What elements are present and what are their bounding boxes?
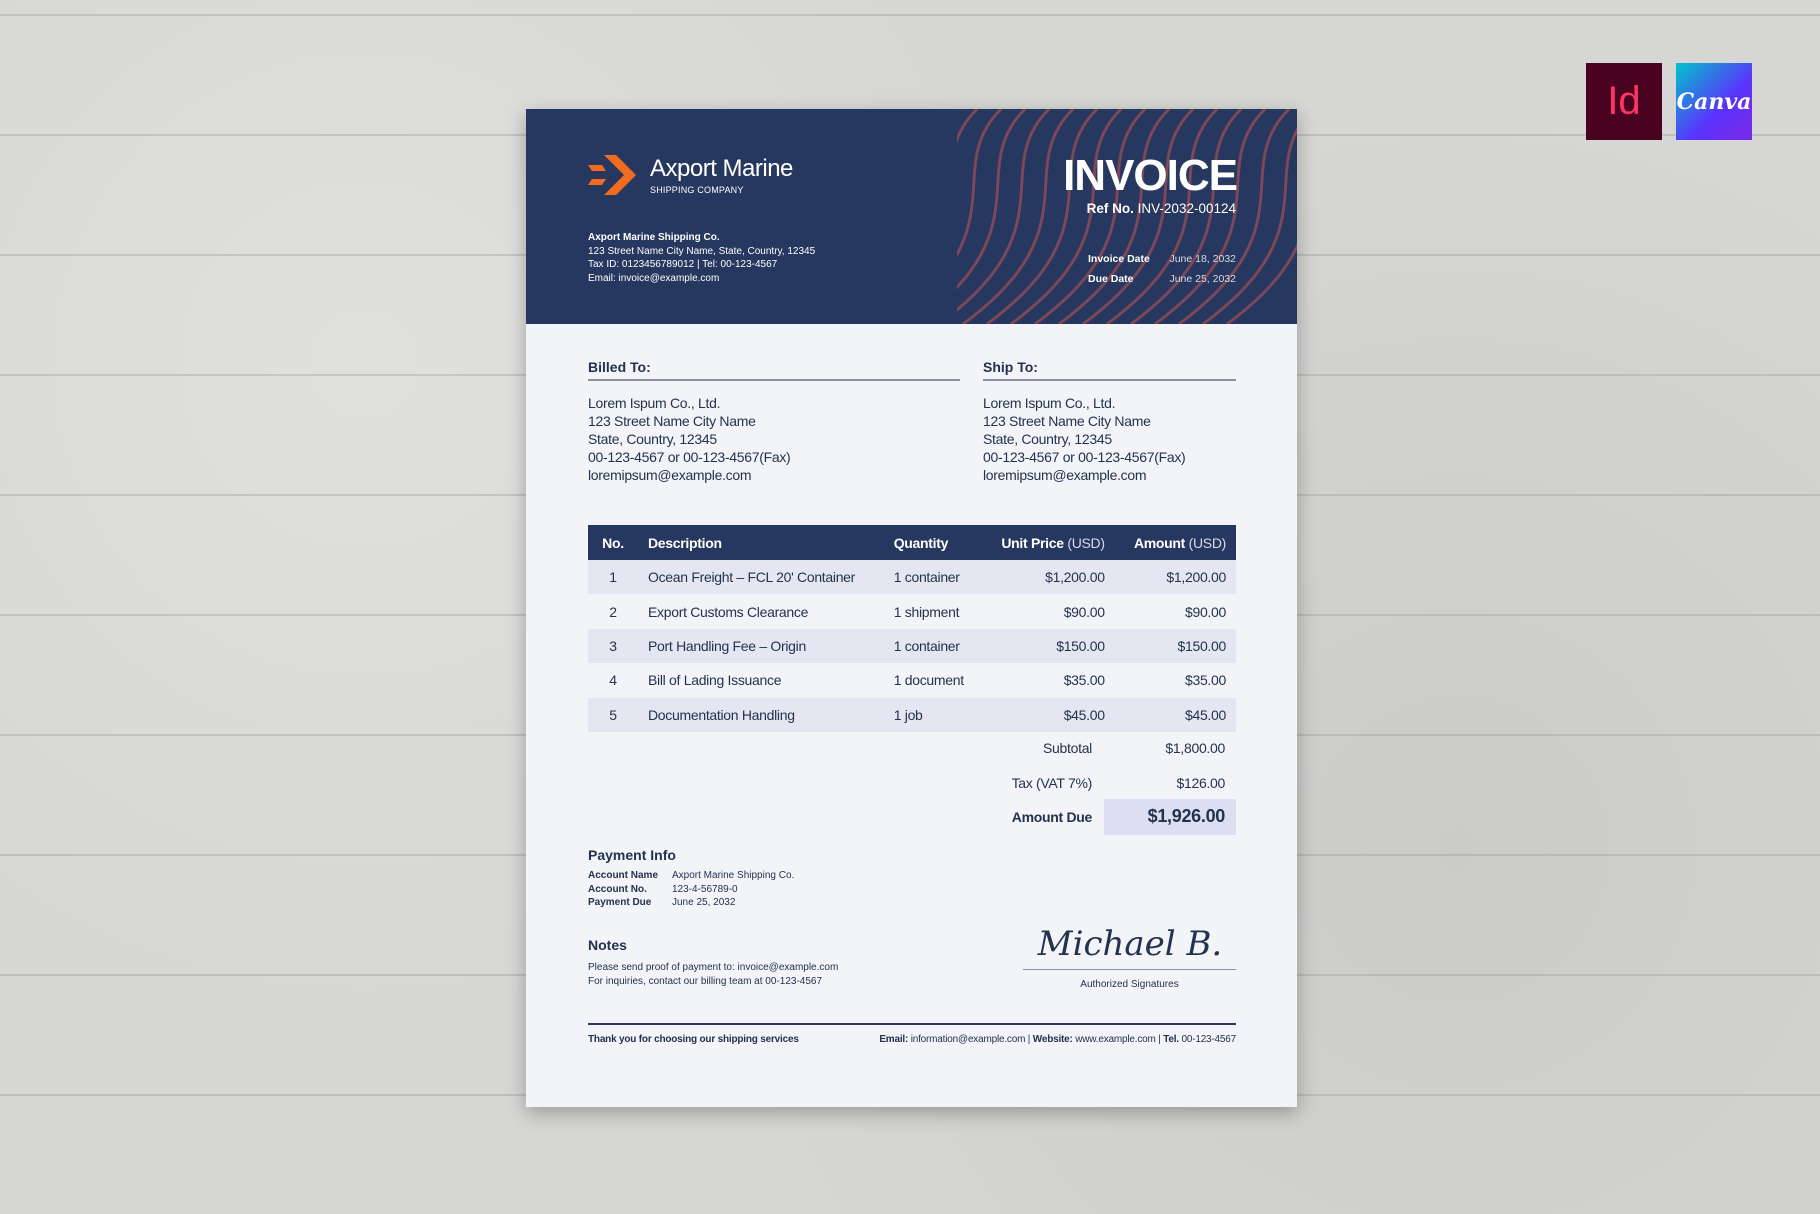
arrow-logo-icon [586,153,638,197]
signature-caption: Authorized Signatures [1080,979,1179,990]
wave-pattern [957,109,1297,324]
notes-heading: Notes [588,937,627,953]
totals-block [978,731,1236,834]
cell-quantity: 1 document [884,663,982,697]
amount-due-value: $1,926.00 [1104,799,1236,835]
col-description: Description [638,525,884,560]
table-row [588,594,1236,628]
invoice-title: INVOICE [1063,151,1237,200]
ship-to-heading: Ship To: [983,359,1236,381]
signature-line [1023,969,1236,970]
line-items-table [588,525,1236,732]
signature-block [1023,921,1236,990]
payment-info [588,847,794,910]
footer-contacts: Email: information@example.com | Website: www.example.com | Tel. 00-123-4567 [879,1034,1236,1045]
subtotal-value: $1,800.00 [1165,740,1225,757]
cell-amount: $90.00 [1115,594,1236,628]
amount-due-label: Amount Due [1011,808,1092,825]
ship-to-line: Lorem Ispum Co., Ltd. [983,395,1116,411]
invoice-footer [588,1023,1236,1045]
cell-amount: $45.00 [1115,698,1236,732]
cell-quantity: 1 container [884,560,982,594]
table-row [588,560,1236,594]
billed-to-block [588,359,960,484]
company-address: 123 Street Name City Name, State, Country, 12345 [588,245,816,257]
cell-description: Bill of Lading Issuance [638,663,884,697]
cell-no: 3 [588,629,638,663]
invoice-header [526,109,1297,324]
billed-to-line: 123 Street Name City Name [588,413,756,429]
footer-thanks: Thank you for choosing our shipping services [588,1034,799,1045]
cell-amount: $150.00 [1115,629,1236,663]
company-email: Email: invoice@example.com [588,272,720,284]
account-no-label: Account No. [588,883,647,895]
cell-description: Export Customs Clearance [638,594,884,628]
company-name: Axport Marine Shipping Co. [588,232,720,243]
unit-price-label: Unit Price [1001,534,1064,551]
table-row [588,629,1236,663]
notes-line: For inquiries, contact our billing team at 00-123-4567 [588,975,823,987]
cell-description: Documentation Handling [638,698,884,732]
col-no: No. [588,525,638,560]
subtotal-row [978,731,1236,765]
invoice-dates [1088,249,1236,289]
ship-to-block [983,359,1236,484]
cell-description: Port Handling Fee – Origin [638,629,884,663]
currency-label: (USD) [1067,534,1105,551]
cell-unit-price: $35.00 [981,663,1114,697]
footer-tel: 00-123-4567 [1181,1034,1236,1045]
signature-text: Michael B. [1037,924,1222,964]
billed-to-line: State, Country, 12345 [588,431,717,447]
footer-tel-label: Tel. [1163,1034,1179,1045]
indesign-label: Id [1607,79,1641,123]
invoice-date: June 18, 2032 [1169,253,1236,265]
invoice-date-label: Invoice Date [1088,253,1150,265]
payment-due: June 25, 2032 [672,897,736,908]
cell-unit-price: $90.00 [981,594,1114,628]
cell-quantity: 1 job [884,698,982,732]
account-name: Axport Marine Shipping Co. [672,870,795,881]
brand-name: Axport Marine [650,155,793,182]
ship-to-line: loremipsum@example.com [983,467,1147,483]
account-no: 123-4-56789-0 [672,883,738,895]
cell-no: 1 [588,560,638,594]
account-name-label: Account Name [588,870,659,881]
indesign-badge [1586,63,1662,140]
footer-website: www.example.com [1075,1034,1156,1045]
table-header-row [588,525,1236,560]
company-logo [586,153,793,197]
footer-email-label: Email: [879,1034,909,1045]
cell-unit-price: $1,200.00 [981,560,1114,594]
canva-badge [1676,63,1752,140]
wave-line [957,109,1025,324]
ref-label: Ref No. [1086,201,1134,216]
tax-label: Tax (VAT 7%) [1011,774,1092,791]
col-unit-price [981,525,1114,560]
billed-to-line: Lorem Ispum Co., Ltd. [588,395,721,411]
canva-label: Canva [1676,88,1752,115]
notes-block [588,937,838,988]
col-amount [1115,525,1236,560]
wave-line [957,109,977,324]
billed-to-line: 00-123-4567 or 00-123-4567(Fax) [588,449,791,465]
col-quantity: Quantity [884,525,982,560]
invoice-document [526,109,1297,1107]
reference-number [1087,201,1236,216]
cell-no: 2 [588,594,638,628]
ship-to-line: 123 Street Name City Name [983,413,1151,429]
payment-heading: Payment Info [588,847,676,863]
amount-due-row [978,800,1236,834]
billed-to-line: loremipsum@example.com [588,467,752,483]
notes-line: Please send proof of payment to: invoice@example.com [588,962,839,973]
footer-email: information@example.com [910,1034,1026,1045]
amount-label: Amount [1133,534,1186,551]
ref-value: INV-2032-00124 [1137,201,1236,216]
cell-quantity: 1 shipment [884,594,982,628]
ship-to-line: State, Country, 12345 [983,431,1112,447]
due-date-label: Due Date [1088,273,1134,285]
table-row [588,698,1236,732]
tax-value: $126.00 [1176,774,1225,791]
due-date: June 25, 2032 [1169,273,1236,285]
cell-unit-price: $150.00 [981,629,1114,663]
cell-amount: $35.00 [1115,663,1236,697]
signature-image [1035,921,1225,967]
cell-no: 5 [588,698,638,732]
company-tax: Tax ID: 0123456789012 | Tel: 00-123-4567 [588,259,778,270]
company-info [588,231,815,285]
cell-quantity: 1 container [884,629,982,663]
subtotal-label: Subtotal [1043,740,1092,757]
cell-unit-price: $45.00 [981,698,1114,732]
tax-row [978,765,1236,799]
footer-website-label: Website: [1032,1034,1073,1045]
table-row [588,663,1236,697]
brand-tagline: SHIPPING COMPANY [650,185,744,195]
cell-description: Ocean Freight – FCL 20' Container [638,560,884,594]
currency-label: (USD) [1188,534,1226,551]
cell-amount: $1,200.00 [1115,560,1236,594]
wave-line [1227,109,1297,324]
billed-to-heading: Billed To: [588,359,960,381]
ship-to-line: 00-123-4567 or 00-123-4567(Fax) [983,449,1186,465]
payment-due-label: Payment Due [588,897,652,908]
cell-no: 4 [588,663,638,697]
